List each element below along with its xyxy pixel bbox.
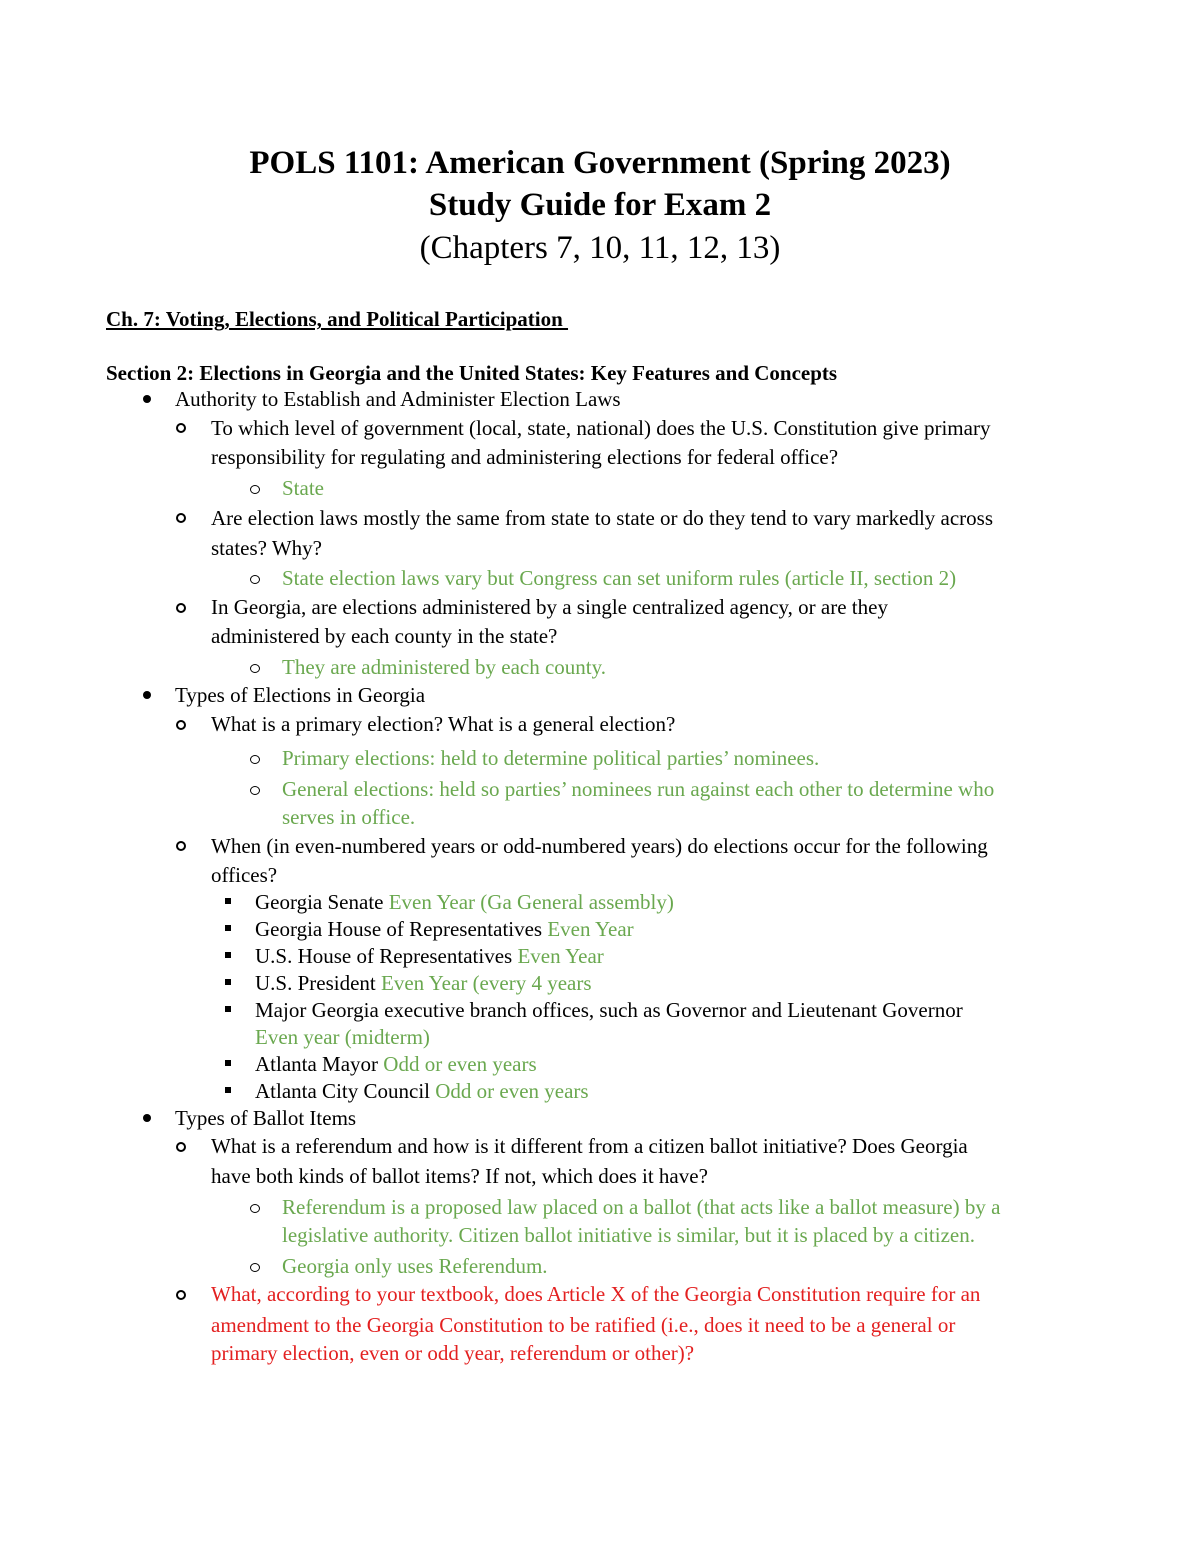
bullet-square — [225, 898, 231, 904]
question-line: What is a primary election? What is a general election? — [211, 712, 676, 736]
answer-line: They are administered by each county. — [282, 655, 607, 679]
open-question-line: primary election, even or odd year, referendum or other)? — [211, 1341, 695, 1365]
bullet-disc — [143, 395, 151, 403]
office-item — [255, 942, 604, 970]
bullet-circle — [176, 720, 186, 730]
bullet-small-circle — [250, 485, 260, 494]
bullet-small-circle — [250, 1263, 260, 1272]
bullet-disc — [143, 1114, 151, 1122]
answer-line: legislative authority. Citizen ballot initiative is similar, but it is placed by a citizen. — [282, 1223, 975, 1247]
bullet-circle — [176, 841, 186, 851]
answer-line: Referendum is a proposed law placed on a ballot (that acts like a ballot measure) by a — [282, 1195, 1001, 1219]
answer-line: Primary elections: held to determine political parties’ nominees. — [282, 746, 820, 770]
answer-line: Georgia only uses Referendum. — [282, 1254, 548, 1278]
document-title: POLS 1101: American Government (Spring 2023) — [249, 145, 951, 181]
question-line: offices? — [211, 863, 278, 887]
question-line: In Georgia, are elections administered by a single centralized agency, or are they — [211, 595, 888, 619]
question-line: states? Why? — [211, 536, 322, 560]
office-item — [255, 888, 674, 916]
bullet-small-circle — [250, 786, 260, 795]
office-name: Atlanta Mayor — [255, 1052, 384, 1076]
bullet-square — [225, 925, 231, 931]
office-item — [255, 969, 592, 997]
office-item — [255, 1077, 589, 1105]
answer-line: serves in office. — [282, 805, 416, 829]
bullet-circle — [176, 1290, 186, 1300]
topic-types-of-elections: Types of Elections in Georgia — [175, 683, 426, 707]
bullet-disc — [143, 691, 151, 699]
question-line: When (in even-numbered years or odd-numbered years) do elections occur for the following — [211, 834, 988, 858]
office-answer: Odd or even years — [383, 1052, 537, 1076]
office-answer: Even Year (every 4 years — [381, 971, 592, 995]
document-chapters: (Chapters 7, 10, 11, 12, 13) — [419, 230, 781, 266]
answer-line: General elections: held so parties’ nominees run against each other to determine who — [282, 777, 995, 801]
answer-line: State — [282, 476, 324, 500]
office-name: Major Georgia executive branch offices, such as Governor and Lieutenant Governor — [255, 998, 963, 1022]
bullet-small-circle — [250, 1204, 260, 1213]
question-line: administered by each county in the state? — [211, 624, 558, 648]
topic-ballot-items: Types of Ballot Items — [175, 1106, 357, 1130]
office-answer: Even Year — [517, 944, 604, 968]
question-line: have both kinds of ballot items? If not, which does it have? — [211, 1164, 708, 1188]
office-name: U.S. House of Representatives — [255, 944, 518, 968]
bullet-square — [225, 1060, 231, 1066]
office-answer: Even Year (Ga General assembly) — [388, 890, 674, 914]
bullet-square — [225, 1087, 231, 1093]
chapter-heading: Ch. 7: Voting, Elections, and Political Participation — [106, 307, 569, 331]
section-heading: Section 2: Elections in Georgia and the United States: Key Features and Concepts — [106, 361, 838, 385]
bullet-square — [225, 952, 231, 958]
bullet-circle — [176, 423, 186, 433]
bullet-small-circle — [250, 664, 260, 673]
bullet-circle — [176, 603, 186, 613]
office-name: Atlanta City Council — [255, 1079, 436, 1103]
office-name: U.S. President — [255, 971, 381, 995]
question-line: Are election laws mostly the same from state to state or do they tend to vary markedly across — [211, 506, 994, 530]
office-answer: Even year (midterm) — [255, 1025, 430, 1049]
open-question-line: amendment to the Georgia Constitution to be ratified (i.e., does it need to be a general or — [211, 1313, 956, 1337]
answer-line: State election laws vary but Congress can set uniform rules (article II, section 2) — [282, 566, 957, 590]
office-name: Georgia Senate — [255, 890, 389, 914]
bullet-square — [225, 1006, 231, 1012]
topic-authority: Authority to Establish and Administer Election Laws — [175, 387, 621, 411]
office-item — [255, 1050, 537, 1078]
office-item — [255, 915, 634, 943]
bullet-circle — [176, 1142, 186, 1152]
bullet-small-circle — [250, 575, 260, 584]
office-answer: Odd or even years — [435, 1079, 589, 1103]
bullet-square — [225, 979, 231, 985]
document-subtitle: Study Guide for Exam 2 — [428, 187, 772, 223]
bullet-small-circle — [250, 755, 260, 764]
question-line: To which level of government (local, state, national) does the U.S. Constitution give primary — [211, 416, 991, 440]
open-question-line: What, according to your textbook, does Article X of the Georgia Constitution require for an — [211, 1282, 981, 1306]
question-line: What is a referendum and how is it different from a citizen ballot initiative? Does Georgia — [211, 1134, 968, 1158]
question-line: responsibility for regulating and administering elections for federal office? — [211, 445, 839, 469]
office-answer: Even Year — [547, 917, 634, 941]
office-name: Georgia House of Representatives — [255, 917, 548, 941]
bullet-circle — [176, 513, 186, 523]
